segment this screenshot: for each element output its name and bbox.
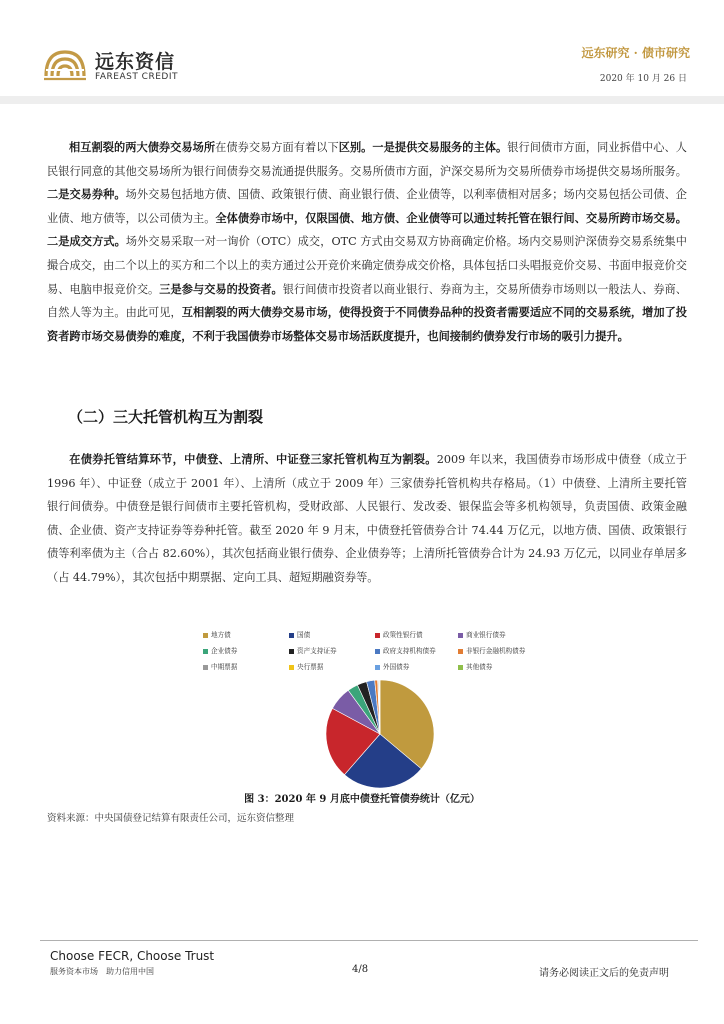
- footer-slogan: Choose FECR, Choose Trust: [50, 949, 215, 963]
- report-date: 2020 年 10 月 26 日: [599, 74, 687, 84]
- paragraph-trading-venues: [47, 136, 687, 348]
- legend-item: [375, 661, 409, 671]
- legend-label: 资产支持证券: [297, 647, 337, 655]
- legend-label: 中期票据: [211, 663, 238, 671]
- text-run: 2009 年以来，我国债券市场形成中债登（成立于 1996 年）、中证登（成立于 2001 年）、上清所（成立于 2009 年）三家债券托管机构共存格局。（1）中债登、上清所主要托管银行间债券。中债登是银行间债市主要托管机构，受财政部、人民银行、发改委、银保监会等多机构领导，负责国债、政策金融债、企业债、资产支持证券等券种托管。截至 2020 年 9 月末，中债登托管债券合计 74.44 万亿元，以地方债、国债、政策银行债等利率债为主（合占 82.60%），其次包括商业银行债券、企业债券等；上清所托管债券合计为 24.93 万亿元，以同业存单居多（占 44.79%），其次包括中期票据、定向工具、超短期融资券等。: [47, 453, 687, 584]
- legend-swatch: [289, 649, 294, 654]
- legend-item: [458, 661, 492, 671]
- legend-item: [375, 645, 436, 655]
- bold-text-run: 全体债券市场中，仅限国债、地方债、企业债等可以通过转托管在银行间、交易所跨市场交易。二是成交方式。: [47, 210, 687, 249]
- legend-label: 国债: [297, 631, 311, 639]
- bold-text-run: 三是参与交易的投资者。: [159, 281, 283, 296]
- legend-label: 企业债券: [211, 647, 238, 655]
- legend-swatch: [375, 665, 380, 670]
- legend-label: 央行票据: [297, 663, 324, 671]
- legend-item: [289, 629, 310, 639]
- logo-english-name: FAREAST CREDIT: [95, 72, 178, 82]
- legend-swatch: [203, 633, 208, 638]
- legend-swatch: [203, 665, 208, 670]
- legend-item: [203, 661, 237, 671]
- text-run: 场外交易包括地方债、国债、政策银行债、商业银行债、企业债等，以利率债相对居多；场内交易包括公司债、企业债、地方债等，以公司债为主。: [47, 188, 687, 225]
- text-run: 在债券交易方面有着以下: [215, 141, 339, 154]
- legend-item: [375, 629, 423, 639]
- legend-item: [458, 645, 525, 655]
- legend-label: 商业银行债券: [466, 631, 506, 639]
- legend-swatch: [375, 633, 380, 638]
- bold-text-run: 互相割裂的两大债券交易市场，使得投资于不同债券品种的投资者需要适应不同的交易系统，增加了投资者跨市场交易债券的难度，不利于我国债券市场整体交易市场活跃度提升，也间接制约债券发行市场的吸引力提升。: [47, 305, 687, 343]
- section-subtitle: （二）三大托管机构互为割裂: [68, 408, 264, 426]
- legend-swatch: [203, 649, 208, 654]
- text-run: 场外交易采取一对一询价（OTC）成交，OTC 方式由交易双方协商确定价格。场内交易则沪深债券交易系统集中撮合成交，由二个以上的买方和二个以上的卖方通过公开竞价来确定债券成交价格，具体包括口头唱报竞价交易、书面申报竞价交易、电脑申报竞价交。: [47, 235, 687, 296]
- legend-label: 政策性银行债: [383, 631, 423, 639]
- legend-swatch: [458, 665, 463, 670]
- legend-swatch: [289, 633, 294, 638]
- legend-label: 其他债券: [466, 663, 493, 671]
- legend-item: [289, 661, 323, 671]
- legend-label: 外国债券: [383, 663, 410, 671]
- text-run: 银行间债市方面，同业拆借中心、人民银行同意的其他交易场所为银行间债券交易流通提供服务。交易所债市方面，沪深交易所为交易所债券市场提供交易场所服务。: [47, 141, 687, 178]
- footer-divider: [40, 940, 698, 941]
- legend-label: 地方债: [211, 631, 231, 639]
- legend-swatch: [458, 633, 463, 638]
- disclaimer-note: 请务必阅读正文后的免责声明: [539, 968, 669, 979]
- legend-swatch: [289, 665, 294, 670]
- fareast-logo-icon: [42, 46, 88, 84]
- bold-text-run: 二是交易券种。: [47, 187, 126, 202]
- legend-swatch: [458, 649, 463, 654]
- legend-swatch: [375, 649, 380, 654]
- bold-text-run: 在债券托管结算环节，中债登、上清所、中证登三家托管机构互为割裂。: [69, 452, 437, 466]
- data-source-note: 资料来源：中央国债登记结算有限责任公司，远东资信整理: [47, 813, 295, 824]
- bold-text-run: 区别。一是提供交易服务的主体。: [338, 140, 508, 154]
- paragraph-custody-institutions: [47, 448, 687, 590]
- legend-label: 非银行金融机构债券: [466, 647, 526, 655]
- text-run: 银行间债市投资者以商业银行、券商为主，交易所债券市场则以一般法人、券商、自然人等为主。由此可见，: [47, 282, 687, 320]
- bold-text-run: 相互割裂的两大债券交易场所: [69, 140, 216, 154]
- legend-label: 政府支持机构债券: [383, 647, 436, 655]
- footer-motto: 服务资本市场 助力信用中国: [50, 967, 154, 976]
- custody-pie-chart: [322, 676, 438, 792]
- section-label: 远东研究 · 债市研究: [581, 46, 690, 60]
- page-number: 4/8: [352, 964, 369, 975]
- figure-caption: 图 3：2020 年 9 月底中债登托管债券统计（亿元）: [244, 794, 480, 805]
- legend-item: [289, 645, 337, 655]
- legend-item: [203, 645, 237, 655]
- legend-item: [203, 629, 231, 639]
- logo-chinese-name: 远东资信: [95, 51, 176, 73]
- page-header: [0, 0, 724, 104]
- header-divider: [0, 96, 724, 104]
- legend-item: [458, 629, 506, 639]
